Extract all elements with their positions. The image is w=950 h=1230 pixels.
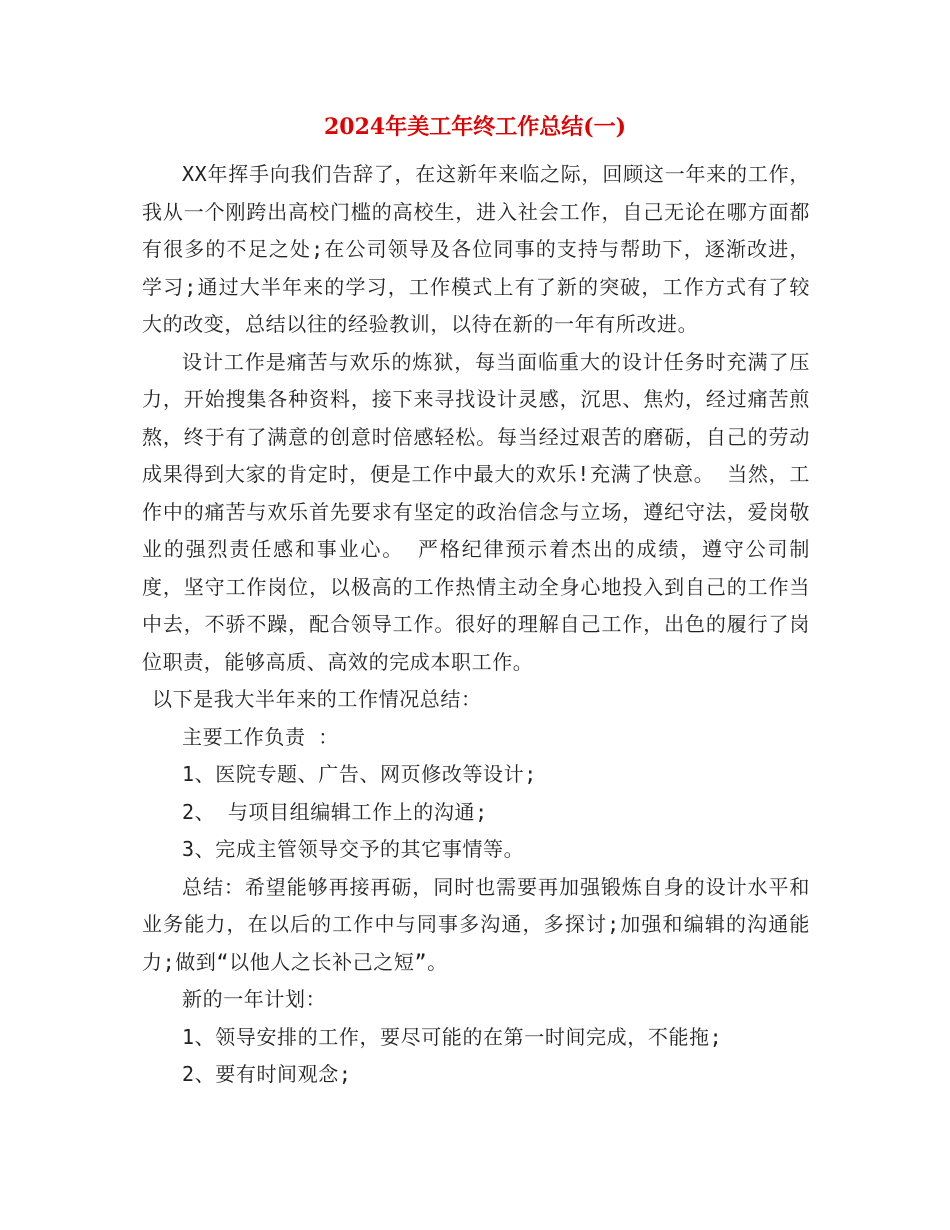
main-work-item-1: 1、医院专题、广告、网页修改等设计; bbox=[182, 762, 537, 786]
paragraph-intro: XX年挥手向我们告辞了，在这新年来临之际，回顾这一年来的工作，我从一个刚跨出高校门槛的高校生，进入社会工作，自己无论在哪方面都有很多的不足之处;在公司领导及各位同事的支持与帮助下，逐渐改进，学习;通过大半年来的学习，工作模式上有了新的突破，工作方式有了较大的改变，总结以往的经验教训，以待在新的一年有所改进。 bbox=[142, 162, 810, 336]
plan-item-1: 1、领导安排的工作，要尽可能的在第一时间完成，不能拖; bbox=[182, 1024, 723, 1049]
main-work-item-2: 2、 与项目组编辑工作上的沟通; bbox=[182, 799, 488, 824]
main-work-item-3: 3、完成主管领导交予的其它事情等。 bbox=[182, 837, 525, 861]
main-work-heading: 主要工作负责 ： bbox=[182, 724, 339, 749]
paragraph-design-work: 设计工作是痛苦与欢乐的炼狱，每当面临重大的设计任务时充满了压力，开始搜集各种资料，接下来寻找设计灵感，沉思、焦灼，经过痛苦煎熬，终于有了满意的创意时倍感轻松。每当经过艰苦的磨砺，自己的劳动成果得到大家的肯定时，便是工作中最大的欢乐!充满了快意。 当然，工作中的痛苦与欢乐首先要求有坚定的政治信念与立场，遵纪守法，爱岗敬业的强烈责任感和事业心。 严格纪律预示着杰出的成绩，遵守公司制度，坚守工作岗位，以极高的工作热情主动全身心地投入到自己的工作当中去，不骄不躁，配合领导工作。很好的理解自己工作，出色的履行了岗位职责，能够高质、高效的完成本职工作。 bbox=[142, 349, 810, 674]
document-title: 2024年美工年终工作总结(一) bbox=[323, 114, 627, 140]
plan-item-2: 2、要有时间观念; bbox=[182, 1062, 352, 1086]
paragraph-summary: 总结：希望能够再接再砺，同时也需要再加强锻炼自身的设计水平和业务能力，在以后的工作中与同事多沟通，多探讨;加强和编辑的沟通能力;做到“以他人之长补己之短”。 bbox=[142, 874, 810, 974]
paragraph-summary-intro: 以下是我大半年来的工作情况总结： bbox=[152, 687, 482, 711]
document-body bbox=[142, 156, 810, 1094]
plan-heading: 新的一年计划： bbox=[182, 987, 327, 1011]
